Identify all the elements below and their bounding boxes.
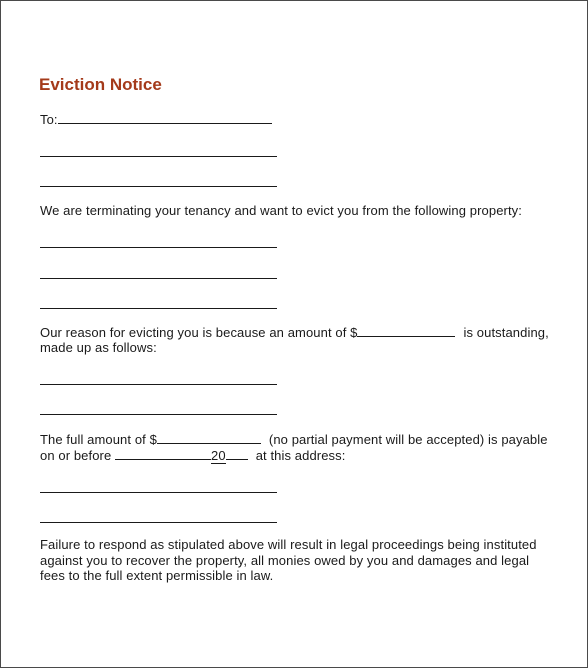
property-blank-3[interactable] (40, 308, 277, 309)
property-blank-1[interactable] (40, 247, 277, 248)
property-blank-2[interactable] (40, 278, 277, 279)
outstanding-amount-blank[interactable] (357, 324, 455, 337)
payment-address-blank-1[interactable] (40, 492, 277, 493)
amount-text-end: (no partial payment will be accepted) is payable (268, 432, 548, 447)
amount-line-2 (40, 447, 345, 464)
to-line (40, 111, 272, 128)
amount-text-start: The full amount of $ (40, 432, 157, 447)
payment-address-blank-2[interactable] (40, 522, 277, 523)
to-address-blank-2[interactable] (40, 186, 277, 187)
due-year-prefix: 20 (211, 448, 226, 463)
breakdown-blank-1[interactable] (40, 384, 277, 385)
due-date-label: on or before (40, 448, 112, 463)
due-date-blank[interactable] (115, 447, 211, 460)
failure-line-3: fees to the full extent permissible in law. (40, 568, 274, 583)
due-year-blank[interactable] (226, 447, 248, 460)
breakdown-blank-2[interactable] (40, 414, 277, 415)
to-name-blank[interactable] (58, 111, 272, 124)
page-title: Eviction Notice (39, 75, 162, 94)
reason-line-2: made up as follows: (40, 340, 157, 355)
terminating-paragraph: We are terminating your tenancy and want to evict you from the following property: (40, 203, 522, 218)
reason-line-1 (40, 324, 549, 341)
amount-line-1 (40, 431, 548, 448)
reason-text-start: Our reason for evicting you is because an amount of $ (40, 325, 358, 340)
full-amount-blank[interactable] (157, 431, 261, 444)
failure-line-1: Failure to respond as stipulated above will result in legal proceedings being instituted (40, 537, 537, 552)
address-label: at this address: (255, 448, 346, 463)
failure-line-2: against you to recover the property, all monies owed by you and damages and legal (40, 553, 530, 568)
to-address-blank-1[interactable] (40, 156, 277, 157)
reason-text-end: is outstanding, (463, 325, 549, 340)
to-label: To: (40, 112, 58, 127)
